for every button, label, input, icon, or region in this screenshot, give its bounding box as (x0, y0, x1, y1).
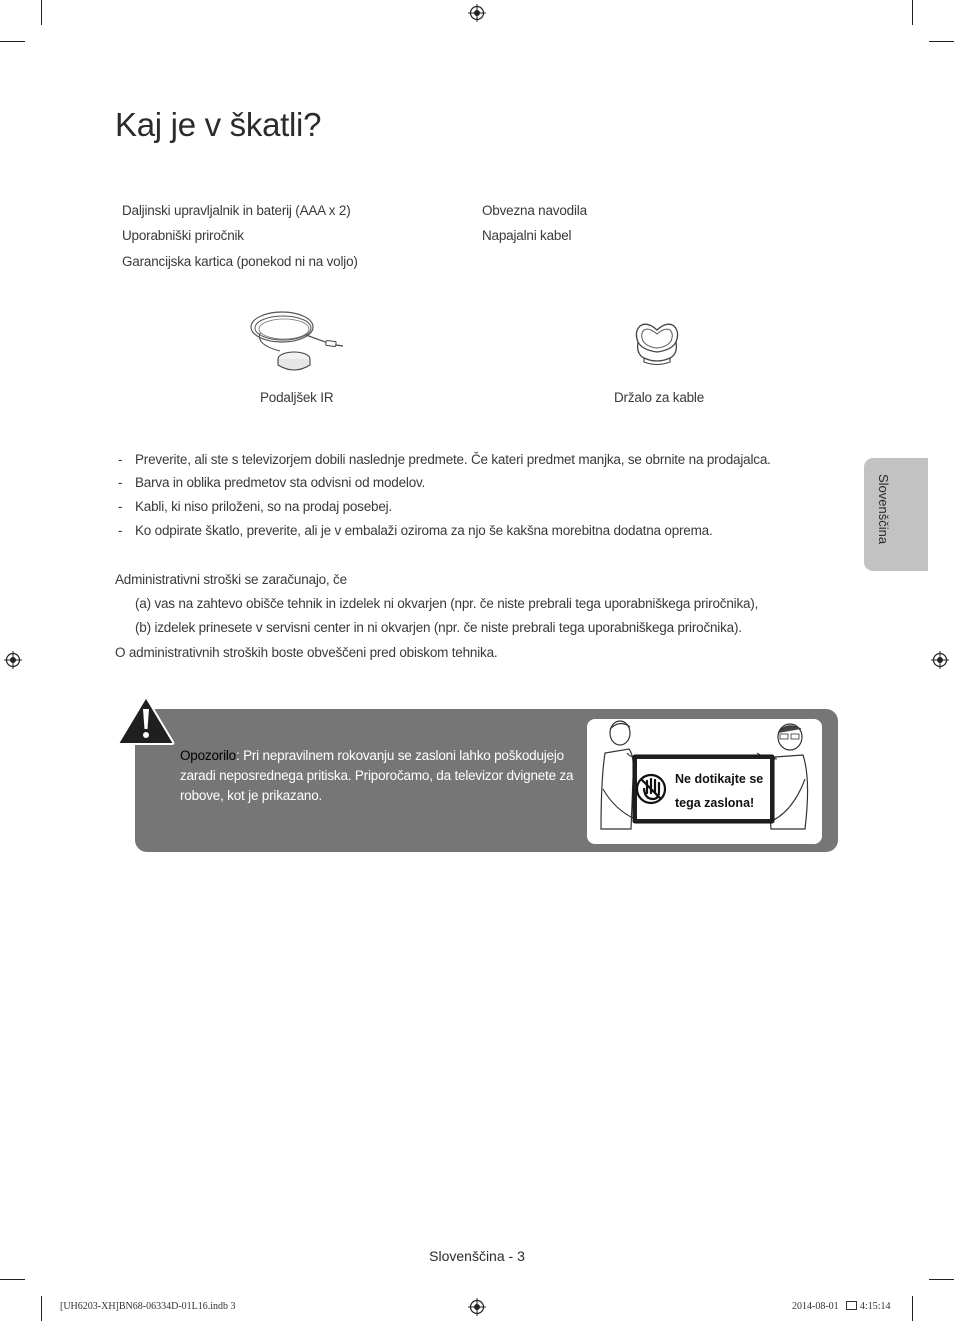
admin-case-b: (b) izdelek prinesete v servisni center in ni okvarjen (npr. če niste prebrali tega uporabniškega priročnika). (135, 620, 742, 635)
crop-mark (929, 41, 954, 42)
warning-text: Opozorilo: Pri nepravilnem rokovanju se zasloni lahko poškodujejo zaradi neposrednega pritiska. Priporočamo, da televizor dvignete za robove, kot je prikazano. (180, 748, 574, 803)
note-item: - Preverite, ali ste s televizorjem dobili naslednje predmete. Če kateri predmet manjka, se obrnite na prodajalca. (118, 452, 771, 467)
registration-mark-icon (4, 651, 22, 669)
registration-mark-icon (931, 651, 949, 669)
slug-file: [UH6203-XH]BN68-06334D-01L16.indb 3 (60, 1301, 236, 1312)
box-item: Garancijska kartica (ponekod ni na voljo) (122, 254, 358, 269)
note-item: - Kabli, ki niso priloženi, so na prodaj posebej. (118, 499, 393, 514)
handling-illustration (587, 719, 822, 844)
crop-mark (912, 1296, 913, 1321)
slug-date: 2014-08-01 (792, 1301, 839, 1312)
accessory-label: Podaljšek IR (260, 390, 334, 405)
crop-mark (912, 0, 913, 25)
no-touch-label: Ne dotikajte se tega zaslona! (675, 772, 764, 810)
registration-mark-icon (468, 1298, 486, 1316)
side-tab-label: Slovenščina (876, 474, 891, 545)
admin-intro: Administrativni stroški se zaračunajo, če (115, 572, 347, 587)
warning-triangle-icon (117, 695, 175, 745)
admin-case-a: (a) vas na zahtevo obišče tehnik in izdelek ni okvarjen (npr. če niste prebrali tega uporabniškega priročnika), (135, 596, 759, 611)
crop-mark (0, 41, 25, 42)
note-item: - Ko odpirate škatlo, preverite, ali je v embalaži oziroma za njo še kakšna morebitna dodatna oprema. (118, 523, 713, 538)
crop-mark (41, 1296, 42, 1321)
admin-outro: O administrativnih stroških boste obveščeni pred obiskom tehnika. (115, 645, 498, 660)
ir-extender-icon (246, 305, 346, 377)
note-item: - Barva in oblika predmetov sta odvisni od modelov. (118, 475, 426, 490)
slug-box-icon (846, 1301, 857, 1310)
crop-mark (929, 1279, 954, 1280)
cable-holder-icon (632, 320, 682, 366)
accessory-label: Držalo za kable (614, 390, 705, 405)
box-item: Daljinski upravljalnik in baterij (AAA x 2) (122, 203, 351, 218)
slug-time: 4:15:14 (860, 1301, 891, 1312)
crop-mark (0, 1279, 25, 1280)
warning-label: Opozorilo (180, 748, 236, 763)
registration-mark-icon (468, 4, 486, 22)
page-footer: Slovenščina - 3 (429, 1248, 525, 1264)
crop-mark (41, 0, 42, 25)
page-title: Kaj je v škatli? (115, 106, 322, 143)
box-item: Uporabniški priročnik (122, 228, 244, 243)
box-item: Napajalni kabel (482, 228, 572, 243)
language-side-tab (864, 458, 928, 571)
box-item: Obvezna navodila (482, 203, 587, 218)
